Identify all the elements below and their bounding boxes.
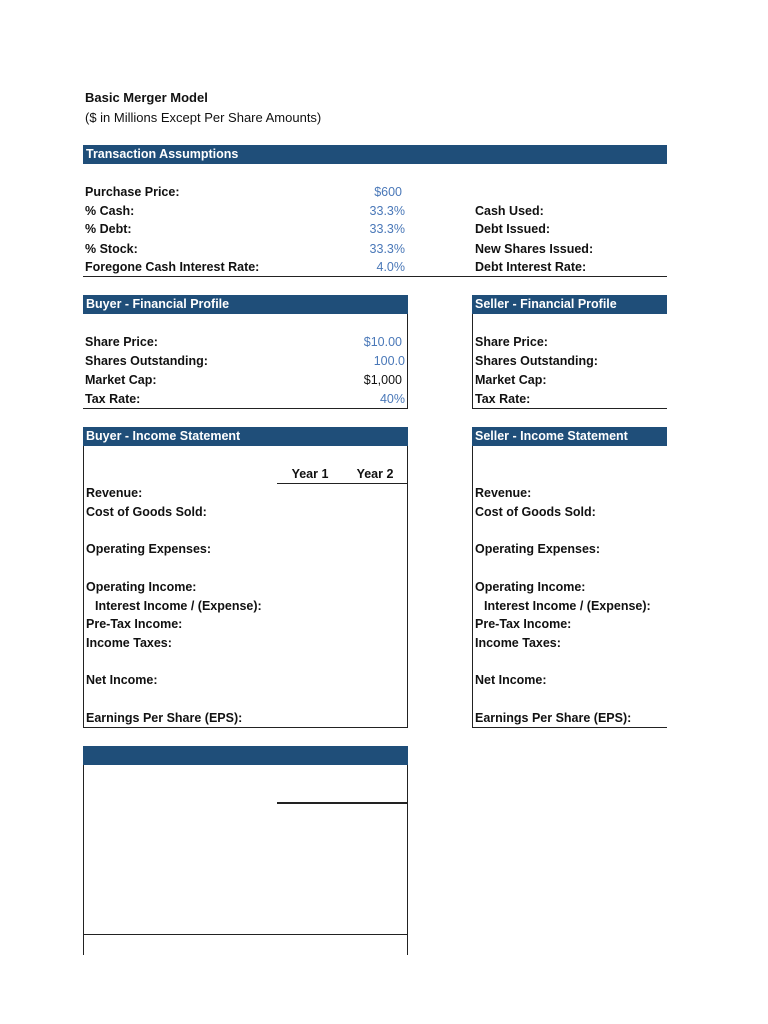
- buyer-income-header: Buyer - Income Statement: [83, 427, 408, 446]
- pct-stock-value[interactable]: 33.3%: [369, 242, 405, 256]
- lower-section-header: [83, 746, 408, 765]
- pct-debt-label: % Debt:: [85, 222, 132, 236]
- buyer-revenue-label: Revenue:: [86, 486, 143, 500]
- document-subtitle: ($ in Millions Except Per Share Amounts): [85, 110, 322, 125]
- cash-used-label: Cash Used:: [475, 204, 544, 218]
- buyer-share-price-value[interactable]: $10.00: [363, 335, 402, 349]
- buyer-market-cap-label: Market Cap:: [85, 373, 157, 387]
- pct-cash-value[interactable]: 33.3%: [369, 204, 405, 218]
- seller-income-taxes-label: Income Taxes:: [475, 636, 561, 650]
- seller-market-cap-label: Market Cap:: [475, 373, 547, 387]
- buyer-opex-label: Operating Expenses:: [86, 542, 212, 556]
- document-title: Basic Merger Model: [85, 90, 208, 105]
- buyer-operating-income-label: Operating Income:: [86, 580, 197, 594]
- buyer-profile-header: Buyer - Financial Profile: [83, 295, 408, 314]
- transaction-bottom-border: [83, 276, 667, 277]
- foregone-cash-interest-value[interactable]: 4.0%: [376, 260, 405, 274]
- transaction-assumptions-header: Transaction Assumptions: [83, 145, 667, 164]
- seller-cogs-label: Cost of Goods Sold:: [475, 505, 596, 519]
- buyer-income-taxes-label: Income Taxes:: [86, 636, 172, 650]
- buyer-tax-rate-value[interactable]: 40%: [379, 392, 405, 406]
- seller-income-left-border: [472, 446, 473, 728]
- buyer-cogs-label: Cost of Goods Sold:: [86, 505, 207, 519]
- seller-profile-bottom-border: [472, 408, 667, 409]
- purchase-price-label: Purchase Price:: [85, 185, 180, 199]
- lower-section-column-underline: [277, 802, 408, 804]
- pct-cash-label: % Cash:: [85, 204, 135, 218]
- purchase-price-value[interactable]: $600: [374, 185, 402, 199]
- lower-section-right-border: [407, 765, 408, 955]
- seller-net-income-label: Net Income:: [475, 673, 547, 687]
- buyer-interest-label: Interest Income / (Expense):: [95, 599, 262, 613]
- lower-section-divider: [83, 934, 408, 935]
- buyer-income-left-border: [83, 446, 84, 728]
- buyer-income-right-border: [407, 446, 408, 728]
- seller-share-price-label: Share Price:: [475, 335, 548, 349]
- buyer-eps-label: Earnings Per Share (EPS):: [86, 711, 243, 725]
- buyer-market-cap-value: $1,000: [363, 373, 402, 387]
- seller-income-bottom-border: [472, 727, 667, 728]
- seller-operating-income-label: Operating Income:: [475, 580, 586, 594]
- seller-pretax-income-label: Pre-Tax Income:: [475, 617, 572, 631]
- seller-eps-label: Earnings Per Share (EPS):: [475, 711, 632, 725]
- seller-interest-label: Interest Income / (Expense):: [484, 599, 651, 613]
- year-1-header: Year 1: [291, 467, 329, 481]
- buyer-shares-outstanding-label: Shares Outstanding:: [85, 354, 208, 368]
- year-2-header: Year 2: [356, 467, 394, 481]
- seller-profile-left-border: [472, 314, 473, 409]
- buyer-net-income-label: Net Income:: [86, 673, 158, 687]
- buyer-shares-outstanding-value[interactable]: 100.0: [373, 354, 405, 368]
- debt-issued-label: Debt Issued:: [475, 222, 551, 236]
- debt-interest-rate-label: Debt Interest Rate:: [475, 260, 587, 274]
- lower-section-left-border: [83, 765, 84, 955]
- new-shares-issued-label: New Shares Issued:: [475, 242, 594, 256]
- buyer-share-price-label: Share Price:: [85, 335, 158, 349]
- buyer-profile-right-border: [407, 314, 408, 409]
- buyer-tax-rate-label: Tax Rate:: [85, 392, 141, 406]
- seller-opex-label: Operating Expenses:: [475, 542, 601, 556]
- seller-income-header: Seller - Income Statement: [472, 427, 667, 446]
- buyer-pretax-income-label: Pre-Tax Income:: [86, 617, 183, 631]
- buyer-income-bottom-border: [83, 727, 408, 728]
- pct-debt-value[interactable]: 33.3%: [369, 222, 405, 236]
- seller-profile-header: Seller - Financial Profile: [472, 295, 667, 314]
- seller-revenue-label: Revenue:: [475, 486, 532, 500]
- year-header-underline: [277, 483, 408, 484]
- buyer-profile-bottom-border: [83, 408, 408, 409]
- foregone-cash-interest-label: Foregone Cash Interest Rate:: [85, 260, 260, 274]
- seller-shares-outstanding-label: Shares Outstanding:: [475, 354, 598, 368]
- seller-tax-rate-label: Tax Rate:: [475, 392, 531, 406]
- pct-stock-label: % Stock:: [85, 242, 138, 256]
